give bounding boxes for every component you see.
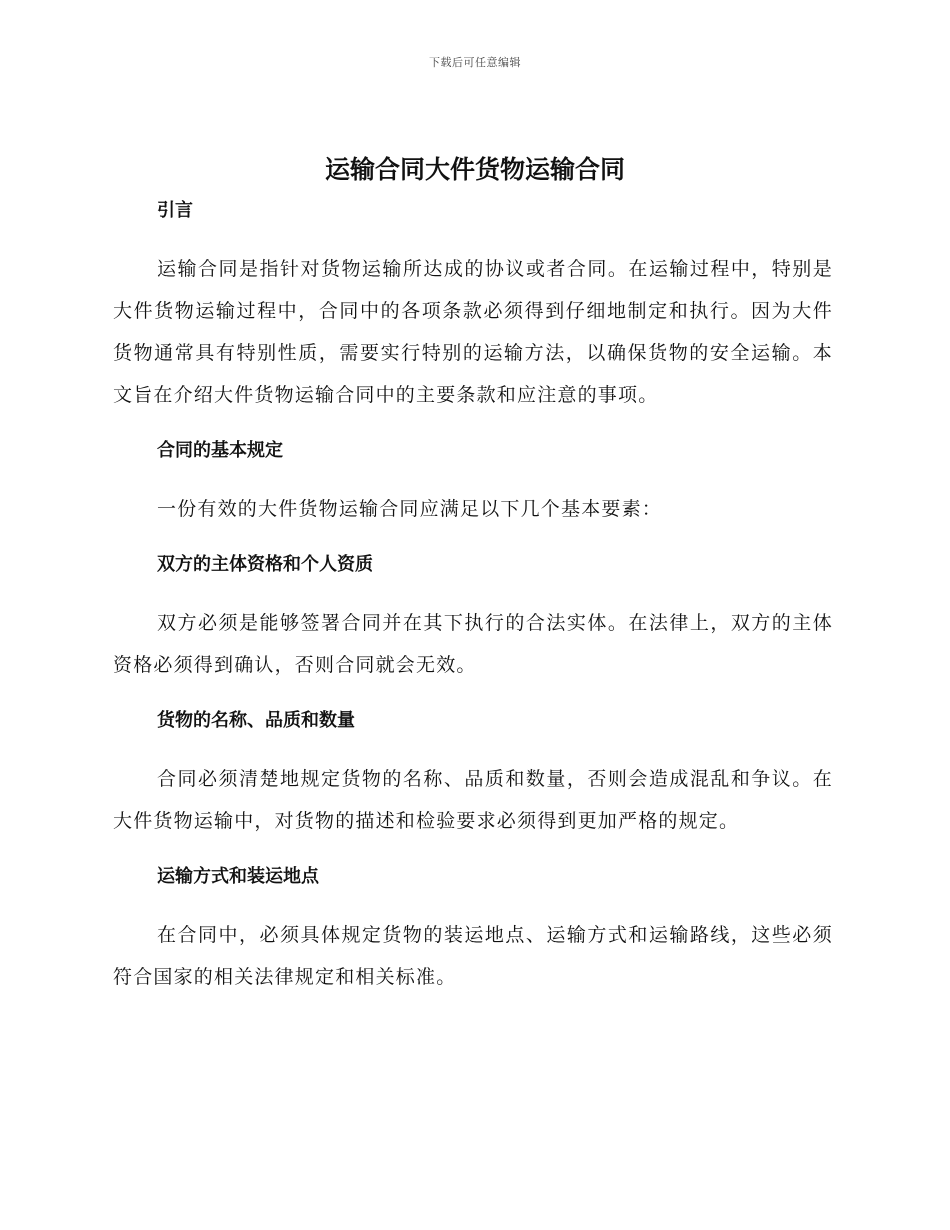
section-heading: 货物的名称、品质和数量	[157, 710, 355, 731]
section-party-qualification	[113, 550, 833, 706]
header-note: 下载后可任意编辑	[429, 56, 521, 69]
document-body	[113, 196, 833, 998]
section-basic-rules	[113, 436, 833, 550]
section-paragraph: 双方必须是能够签署合同并在其下执行的合法实体。在法律上，双方的主体资格必须得到确认，否则合同就会无效。	[113, 612, 833, 676]
section-paragraph: 在合同中，必须具体规定货物的装运地点、运输方式和运输路线，这些必须符合国家的相关法律规定和相关标准。	[113, 924, 833, 988]
section-paragraph: 合同必须清楚地规定货物的名称、品质和数量，否则会造成混乱和争议。在大件货物运输中，对货物的描述和检验要求必须得到更加严格的规定。	[113, 768, 833, 832]
section-transport-method	[113, 862, 833, 998]
section-heading: 运输方式和装运地点	[157, 866, 319, 887]
section-heading: 引言	[157, 200, 193, 221]
section-paragraph: 一份有效的大件货物运输合同应满足以下几个基本要素：	[157, 498, 663, 520]
section-paragraph: 运输合同是指针对货物运输所达成的协议或者合同。在运输过程中，特别是大件货物运输过程中，合同中的各项条款必须得到仔细地制定和执行。因为大件货物通常具有特别性质，需要实行特别的运输方法，以确保货物的安全运输。本文旨在介绍大件货物运输合同中的主要条款和应注意的事项。	[113, 258, 833, 406]
document-title: 运输合同大件货物运输合同	[324, 155, 625, 184]
section-heading: 双方的主体资格和个人资质	[157, 554, 373, 575]
section-goods-description	[113, 706, 833, 862]
section-heading: 合同的基本规定	[157, 440, 283, 461]
section-intro	[113, 196, 833, 436]
